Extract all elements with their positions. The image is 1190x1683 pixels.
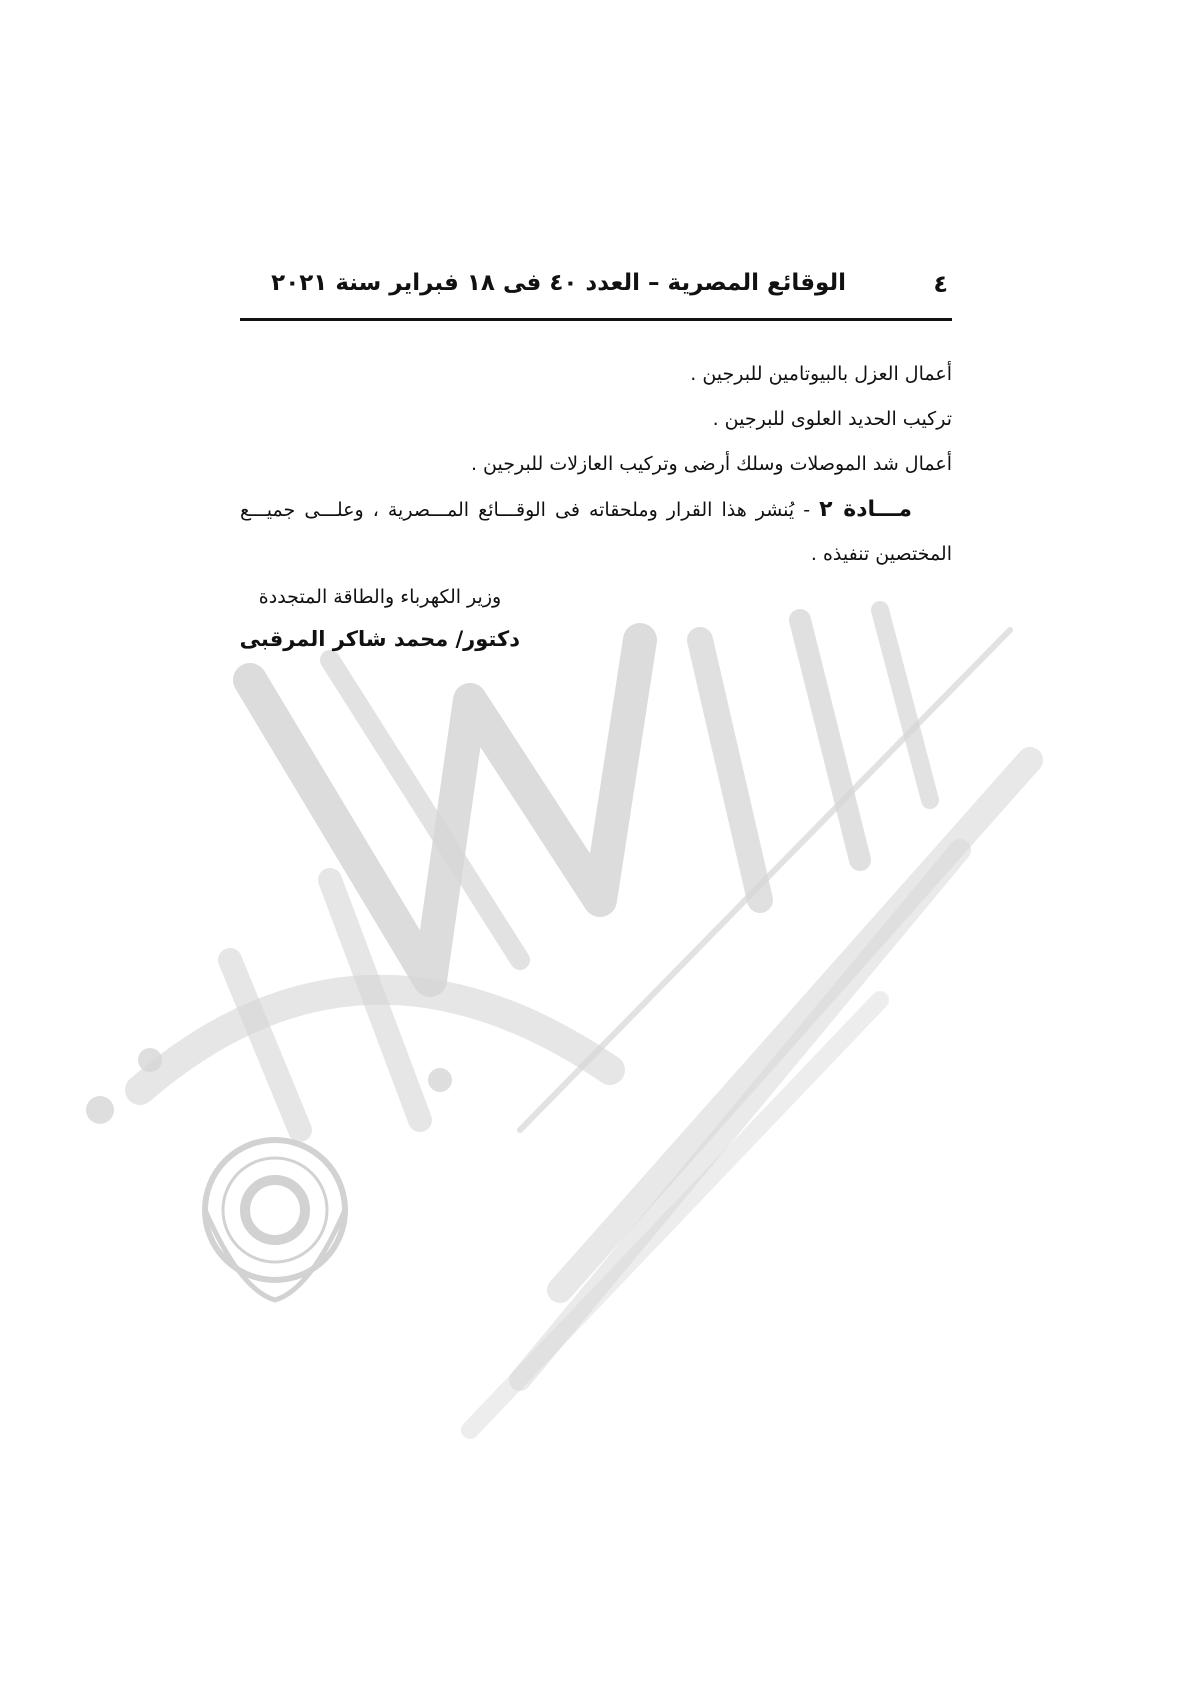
article-text: - يُنشر هذا القرار وملحقاته فى الوقـــائع المـــصرية ، وعلـــى جميـــع [240, 499, 811, 521]
article-label: مـــادة ٢ [819, 497, 912, 522]
page-number: ٤ [933, 270, 948, 298]
article-continuation: المختصين تنفيذه . [810, 543, 952, 565]
document-body [240, 352, 952, 577]
seal-emblem-icon [205, 1140, 345, 1300]
minister-name: دكتور/ محمد شاكر المرقبى [239, 627, 520, 651]
gazette-title: الوقائع المصرية – العدد ٤٠ فى ١٨ فبراير سنة ٢٠٢١ [271, 270, 846, 296]
signature-block [240, 575, 520, 659]
header-divider [240, 318, 952, 321]
article-paragraph [240, 487, 952, 532]
list-item: أعمال العزل بالبيوتامين للبرجين . [690, 363, 952, 385]
page-header [240, 270, 952, 310]
list-item: أعمال شد الموصلات وسلك أرضى وتركيب العازلات للبرجين . [470, 453, 952, 475]
list-item: تركيب الحديد العلوى للبرجين . [712, 408, 952, 430]
minister-title: وزير الكهرباء والطاقة المتجددة [258, 586, 502, 608]
